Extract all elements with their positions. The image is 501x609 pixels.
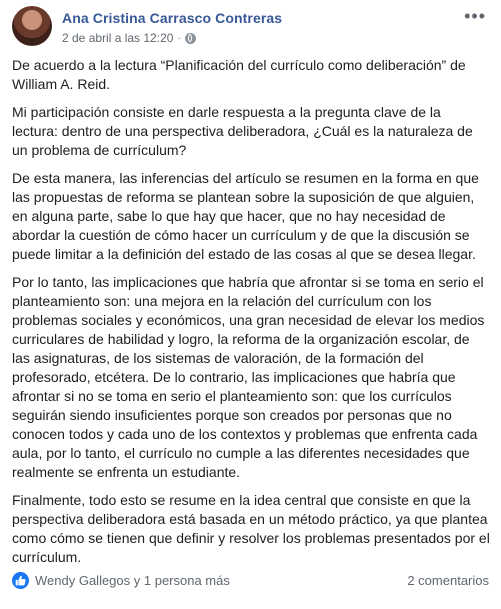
post-paragraph: Mi participación consiste en darle respuesta a la pregunta clave de la lectura: dentro de una perspectiva deliberadora, ¿Cuál es la naturaleza de un problema de currículum? [12,104,473,158]
like-icon [12,572,29,589]
post-header [12,6,492,48]
comments-count[interactable]: 2 comentarios [407,572,489,588]
post-paragraph: De acuerdo a la lectura “Planificación del currículo como deliberación” de William A. Reid. [12,57,466,92]
post-footer [12,562,489,598]
post-paragraph: Por lo tanto, las implicaciones que habría que afrontar si se toma en serio el planteamiento son: una mejora en la relación del currículum con los problemas sociales y económicos, una gran necesidad de elevar los medios curriculares de habilidad y logro, la reforma de la organización escolar, de las asignaturas, de los sistemas de valoración, de la formación del profesorado, etcétera. De lo contrario, las implicaciones que habría que afrontar si no se toma en serio el planteamiento son: que los currículos seguirán siendo insuficientes porque son creados por personas que no conocen todos y cada uno de los contextos y problemas que enfrenta cada aula, por lo tanto, el currículo no cumple a las diferentes necesidades que realmente se enfrenta un estudiante. [12,274,485,480]
reactions-text: Wendy Gallegos y 1 persona más [35,572,230,588]
timestamp[interactable]: 2 de abril a las 12:20 [62,31,174,45]
author-name[interactable]: Ana Cristina Carrasco Contreras [62,10,283,26]
post-body [12,56,490,576]
meta-separator: · [177,32,181,44]
more-options-icon[interactable]: ••• [464,6,486,26]
globe-icon[interactable] [185,33,196,44]
reactions-summary[interactable] [12,572,230,589]
post-paragraph: De esta manera, las inferencias del artículo se resumen en la forma en que las propuestas de reforma se plantean sobre la suposición de que alguien, en alguna parte, sabe lo que hay que hacer, que no hay necesidad de abordar la cuestión de cómo hacer un currículum y de que la discusión se puede limitar a la definición del estado de las cosas al que se desea llegar. [12,170,479,262]
post-paragraph: Finalmente, todo esto se resume en la idea central que consiste en que la perspectiva deliberadora está basada en un método práctico, ya que plantea como cómo se tienen que definir y resolver los problemas presentados por el currículum. [12,492,490,565]
avatar[interactable] [12,6,52,46]
post-meta [62,31,196,45]
